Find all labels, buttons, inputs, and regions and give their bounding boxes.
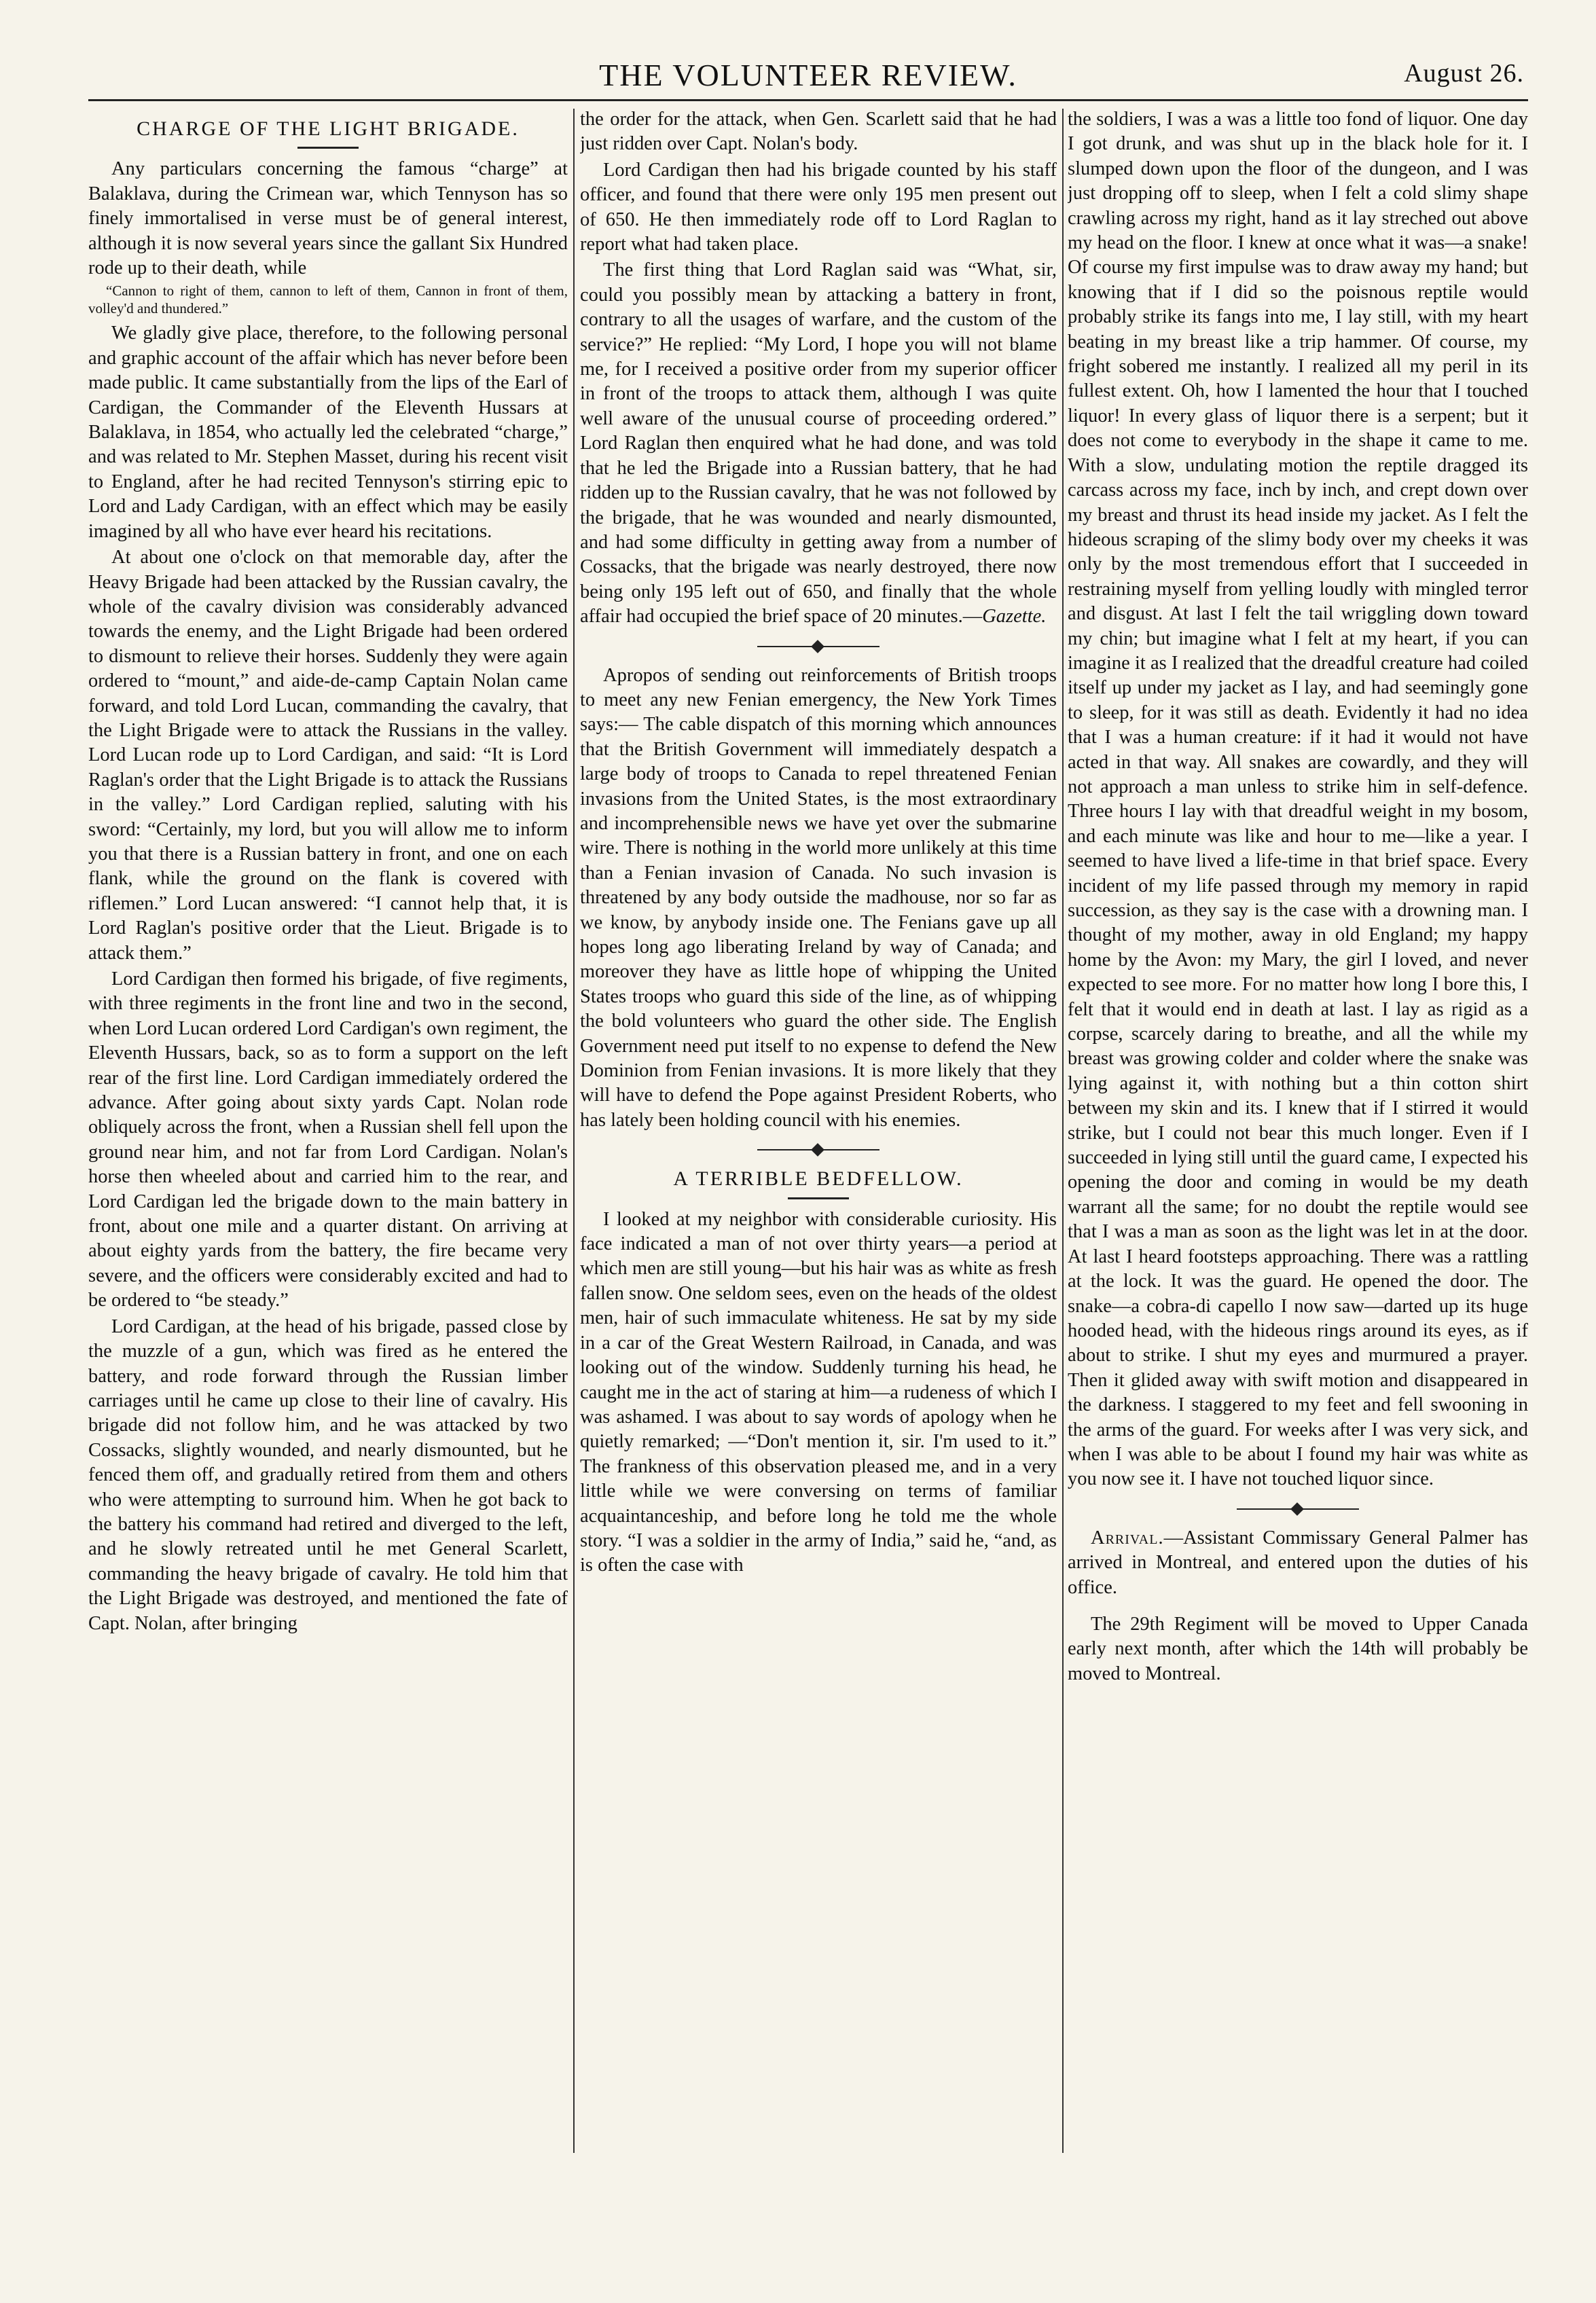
divider-ornament xyxy=(811,640,824,653)
paragraph-text: The first thing that Lord Raglan said was “What, sir, could you possibly mean by attacking a battery in front, contrary to all the usages of warfare, and the custom of the service?” He replied: “My Lord, I hope you will not blame me, for I received a positive order from my superior officer in front of the troops to attack them, although I was quite well aware of the unusual course of proceeding ordered.” Lord Raglan then enquired what he had done, and was told that he led the Brigade into a Russian battery, that he had ridden up to the Russian cavalry, that he was not followed by the brigade, that he was wounded and nearly dismounted, and had some difficulty in getting away from a number of Cossacks, that the brigade was nearly destroyed, there now being only 195 left out of 650, and finally that the whole affair had occupied the brief space of 20 minutes.— xyxy=(580,259,1057,628)
news-text: —Assistant Commissary General Palmer has arrived in Montreal, and entered upon the duties of his office. xyxy=(1068,1527,1528,1598)
column-2 xyxy=(580,107,1057,2158)
column-3 xyxy=(1068,107,1528,2158)
news-item xyxy=(1068,1526,1528,1600)
paragraph: I looked at my neighbor with considerable curiosity. His face indicated a man of not over thirty years—a period at which men are still young—but his hair was as white as fresh fallen snow. One seldom sees, even on the heads of the oldest men, hair of such immaculate whiteness. He sat by my side in a car of the Great Western Railroad, in Canada, and was looking out of the window. Suddenly turning his head, he caught me in the act of staring at him—a rudeness of which I was ashamed. I was about to say words of apology when he quietly remarked; —“Don't mention it, sir. I'm used to it.” The frankness of this observation pleased me, and in a very little while we were conversing on terms of familiar acquaintanceship, and before long he told me the whole story. “I was a soldier in the army of India,” said he, “and, as is often the case with xyxy=(580,1208,1057,1576)
article-heading: CHARGE OF THE LIGHT BRIGADE. xyxy=(137,117,520,140)
section-divider xyxy=(757,642,879,651)
newspaper-title: THE VOLUNTEER REVIEW. xyxy=(599,58,1017,92)
paragraph: Lord Cardigan then formed his brigade, of five regiments, with three regiments in the front line and two in the second, when Lord Lucan ordered Lord Cardigan's own regiment, the Eleventh Hussars, back, so as to form a support on the left rear of the first line. Lord Cardigan immediately ordered the advance. After going about sixty yards Capt. Nolan rode obliquely across the front, when a Russian shell fell upon the ground near him, and not far from Lord Cardigan. Nolan's horse then wheeled about and carried him to the rear, and Lord Cardigan led the brigade down to the main battery in front, about one mile and a quarter distant. On arriving at about eighty yards from the battery, the fire became very severe, and the officers were considerably excited and had to be ordered to “be steady.” xyxy=(88,968,568,1311)
news-lead: Arrival. xyxy=(1091,1527,1164,1548)
paragraph: Apropos of sending out reinforcements of British troops to meet any new Fenian emergency, the New York Times says:— The cable dispatch of this morning which announces that the British Government will immediately despatch a large body of troops to Canada to repel threatened Fenian invasions from the United States, is the most extraordinary and incomprehensible news we have yet over the submarine wire. There is nothing in the world more unlikely at this time than a Fenian invasion of Canada. No such invasion is threatened by any body outside the madhouse, nor so far as we know, by anybody inside one. The Fenians gave up all hopes long ago liberating Ireland by way of Canada; and moreover they have as little hope of whipping the United States troops who guard this side of the line, as of whipping the bold volunteers who guard the other side. The English Government need put itself to no expense to defend the New Dominion from Fenian invasions. It is more likely that they will have to defend the Pope against President Roberts, who has lately been holding council with his enemies. xyxy=(580,664,1057,1131)
paragraph: the soldiers, I was a was a little too fond of liquor. One day I got drunk, and was shut up in the black hole for it. I slumped down upon the floor of the dungeon, and I was just dropping off to sleep, when I felt a cold slimy shape crawling across my right, hand as it lay streched out above my head on the floor. I knew at once what it was—a snake! Of course my first impulse was to draw away my hand; but knowing that if I did so the poisnous reptile would probably strike its fangs into me, I lay still, with my heart beating in my breast like a trip hammer. Of course, my fright sobered me instantly. I realized all my peril in its fullest extent. Oh, how I lamented the hour that I touched liquor! In every glass of liquor there is a serpent; but it does not come to everybody in the shape it came to me. With a slow, undulating motion the reptile dragged its carcass across my face, inch by inch, and crept down over my breast and thrust its head inside my jacket. As I felt the hideous scraping of the slimy body over my cheeks it was only by the most tremendous effort that I succeeded in restraining myself from yelling loudly with mingled terror and disgust. At last I felt the tail wriggling down toward my chin; but imagine what I felt at my heart, if you can imagine it as I realized that the dreadful creature had coiled itself up under my jacket as I lay, and had seemingly gone to sleep, for it was still as death. Evidently it had no idea that I was a human creature: if it had it would not have acted in that way. All snakes are cowardly, and they will not approach a man unless to strike him in self-defence. Three hours I lay with that dreadful weight in my bosom, and each minute was like and hour to me—like a year. I seemed to have lived a life-time in that brief space. Every incident of my life passed through my memory in rapid succession, as they say is the case with a drowning man. I thought of my mother, away in old England; my happy home by the Avon: my Mary, the girl I loved, and never expected to see more. For no matter how long I bore this, I felt that it would end in death at last. I lay as rigid as a corpse, scarcely daring to breathe, and all the while my breast was growing colder and colder where the snake was lying against it, with nothing but a thin cotton shirt between my skin and its. I knew that if I stirred it would strike, but I could not bear this much longer. Even if I succeeded in lying still until the guard came, I expected his opening the door and coming in would be my death warrant all the same; for no doubt the reptile would see that I was a man as soon as the light was let in at the door. At last I heard footsteps approaching. There was a rattling at the lock. It was the guard. He opened the door. The snake—a cobra-di capello I now saw—darted up its huge hooded head, with the hideous rings around its eyes, as if about to strike. I shut my eyes and murmured a prayer. Then it glided away with swift motion and disappeared in the darkness. I staggered to my feet and fell swooning in the arms of the guard. For weeks after I was very sick, and when I was able to be about I found my hair was white as you now see it. I have not touched liquor since. xyxy=(1068,109,1528,1490)
article-heading: A TERRIBLE BEDFELLOW. xyxy=(673,1167,964,1191)
source-credit: Gazette. xyxy=(982,606,1047,628)
paragraph: At about one o'clock on that memorable day, after the Heavy Brigade had been attacked by the Russian cavalry, the whole of the cavalry division was considerably advanced towards the enemy, and the Light Brigade had been ordered to dismount to relieve their horses. Suddenly they were again ordered to “mount,” and aide-de-camp Captain Nolan came forward, and told Lord Lucan, commanding the cavalry, that the Light Brigade were to attack the Russians in the valley. Lord Lucan rode up to Lord Cardigan, and said: “It is Lord Raglan's order that the Light Brigade is to attack the Russians in the valley.” Lord Cardigan replied, saluting with his sword: “Certainly, my lord, but you will allow me to inform you that there is a Russian battery in front, and one on each flank, while the ground on the flank is covered with riflemen.” Lord Lucan answered: “I cannot help that, it is Lord Raglan's positive order that the Lieut. Brigade is to attack them.” xyxy=(88,547,568,964)
column-divider xyxy=(573,109,575,2153)
divider-ornament xyxy=(1290,1502,1304,1516)
paragraph: Lord Cardigan, at the head of his brigade, passed close by the muzzle of a gun, which was fired as he entered the battery, and rode forward through the Russian limber carriages until he came up close to their line of cavalry. His brigade did not follow him, and he was attacked by two Cossacks, slightly wounded, and nearly dismounted, but he fenced them off, and gradually retired from them and others who were attempting to surround him. When he got back to the battery his command had retired and diverged to the left, and he slowly retreated until he met General Scarlett, commanding the heavy brigade of cavalry. He told him that the Light Brigade was destroyed, and mentioned the fate of Capt. Nolan, after bringing xyxy=(88,1316,568,1634)
paragraph: Any particulars concerning the famous “charge” at Balaklava, during the Crimean war, which Tennyson has so finely immortalised in verse must be of general interest, although it is now several years since the gallant Six Hundred rode up to their death, while xyxy=(88,158,568,279)
paragraph xyxy=(580,258,1057,629)
masthead-rule xyxy=(88,99,1528,101)
paragraph: We gladly give place, therefore, to the following personal and graphic account of the affair which has never before been made public. It came substantially from the lips of the Earl of Cardigan, the Commander of the Eleventh Hussars at Balaklava, in 1854, who actually led the celebrated “charge,” and was related to Mr. Stephen Masset, during his recent visit to England, after he had recited Tennyson's stirring epic to Lord and Lady Cardigan, with an effect which may be easily imagined by all who have ever heard his recitations. xyxy=(88,323,568,542)
heading-rule xyxy=(788,1197,849,1199)
section-divider xyxy=(1237,1504,1359,1514)
poem-quote: “Cannon to right of them, cannon to left of them, Cannon in front of them, volley'd and thundered.” xyxy=(88,283,568,317)
heading-rule xyxy=(297,147,359,149)
column-1 xyxy=(88,107,568,2158)
masthead xyxy=(88,54,1528,102)
paragraph: Lord Cardigan then had his brigade counted by his staff officer, and found that there were only 195 men present out of 650. He then immediately rode off to Lord Raglan to report what had taken place. xyxy=(580,159,1057,255)
column-divider xyxy=(1062,109,1064,2153)
news-item: The 29th Regiment will be moved to Upper Canada early next month, after which the 14th will probably be moved to Montreal. xyxy=(1068,1613,1528,1684)
paragraph: the order for the attack, when Gen. Scarlett said that he had just ridden over Capt. Nolan's body. xyxy=(580,109,1057,155)
issue-date: August 26. xyxy=(1404,59,1524,88)
divider-ornament xyxy=(811,1143,824,1157)
section-divider xyxy=(757,1145,879,1155)
